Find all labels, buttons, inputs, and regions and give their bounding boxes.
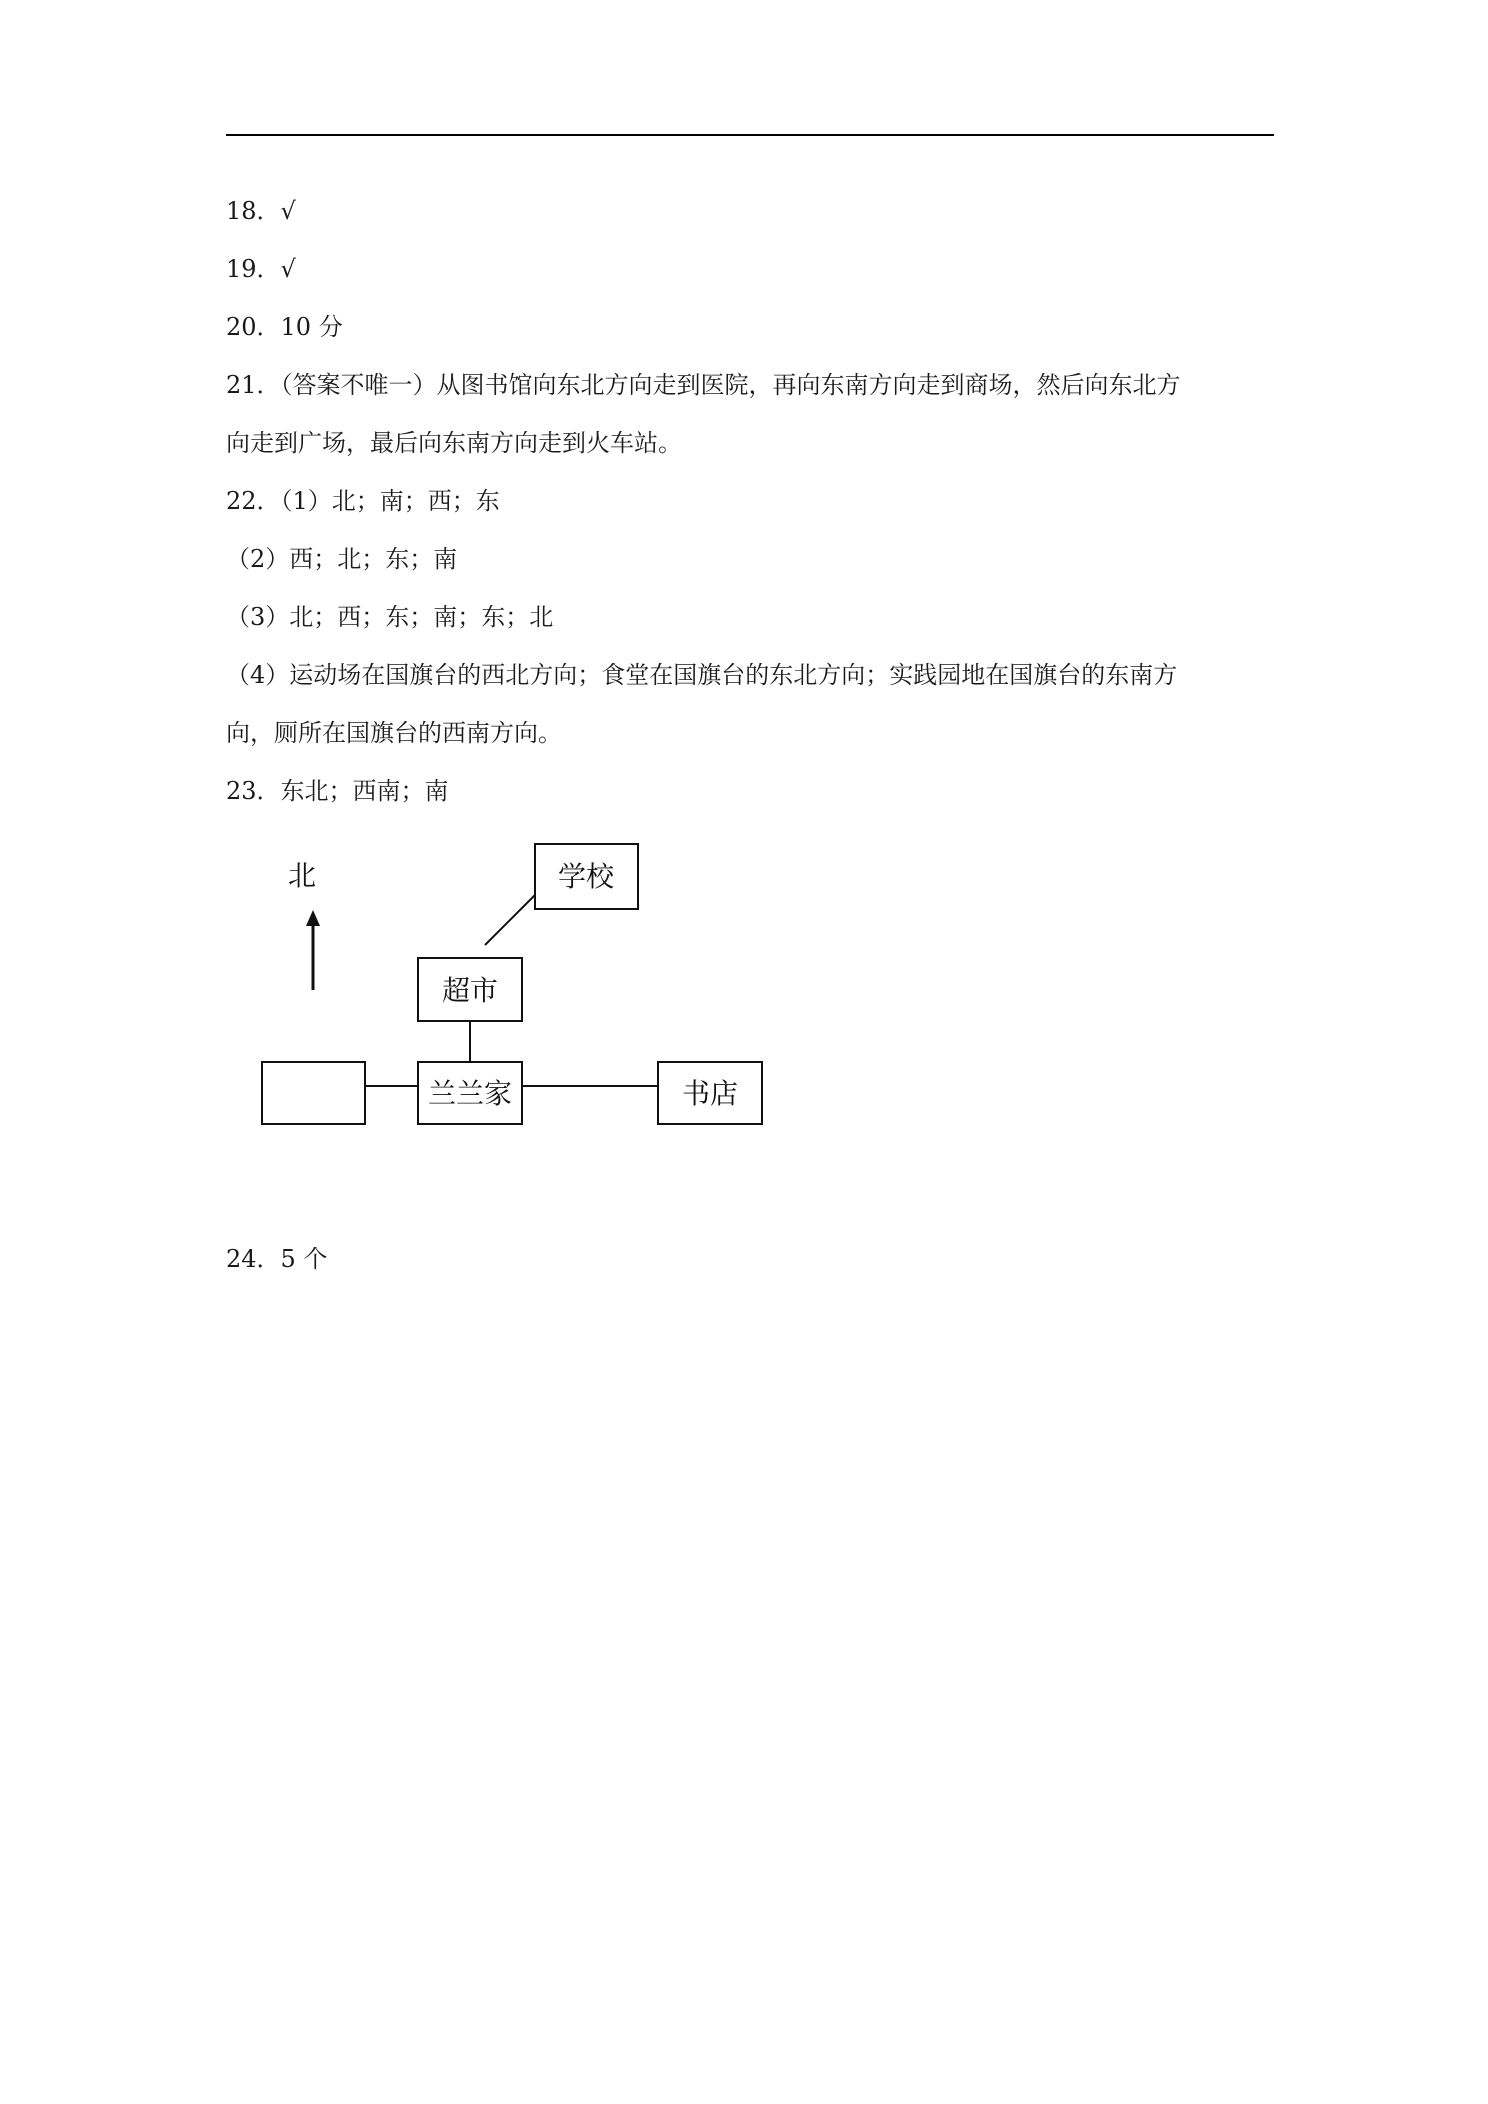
answer-22-part-4-line-2: 向，厕所在国旗台的西南方向。 xyxy=(226,719,562,747)
box-home xyxy=(418,1062,522,1124)
answer-19: 19．√ xyxy=(226,255,296,283)
label-bookstore: 书店 xyxy=(681,1077,739,1110)
box-supermarket xyxy=(418,958,522,1021)
direction-diagram xyxy=(230,830,790,1160)
answer-23: 23．东北；西南；南 xyxy=(226,777,449,805)
answer-22-part-3: （3）北；西；东；南；东；北 xyxy=(226,603,554,631)
box-empty xyxy=(262,1062,365,1124)
answer-22-part-4-line-1: （4）运动场在国旗台的西北方向；食堂在国旗台的东北方向；实践园地在国旗台的东南方 xyxy=(226,661,1178,689)
label-home: 兰兰家 xyxy=(427,1077,513,1110)
answer-20: 20．10 分 xyxy=(226,313,343,341)
header-rule xyxy=(226,134,1274,136)
box-school xyxy=(535,844,638,909)
label-school: 学校 xyxy=(557,860,615,893)
answer-22-part-2: （2）西；北；东；南 xyxy=(226,545,458,573)
north-label: 北 xyxy=(287,859,317,892)
box-bookstore xyxy=(658,1062,762,1124)
answer-21-line-1: 21．（答案不唯一）从图书馆向东北方向走到医院，再向东南方向走到商场，然后向东北方 xyxy=(226,371,1181,399)
connector-supermarket-school xyxy=(485,895,535,945)
answer-24: 24．5 个 xyxy=(226,1245,328,1273)
answer-18: 18．√ xyxy=(226,197,296,225)
north-arrow-icon xyxy=(306,910,320,990)
answer-22-part-1: 22．（1）北；南；西；东 xyxy=(226,487,500,515)
label-supermarket: 超市 xyxy=(441,974,499,1007)
answer-21-line-2: 向走到广场，最后向东南方向走到火车站。 xyxy=(226,429,682,457)
